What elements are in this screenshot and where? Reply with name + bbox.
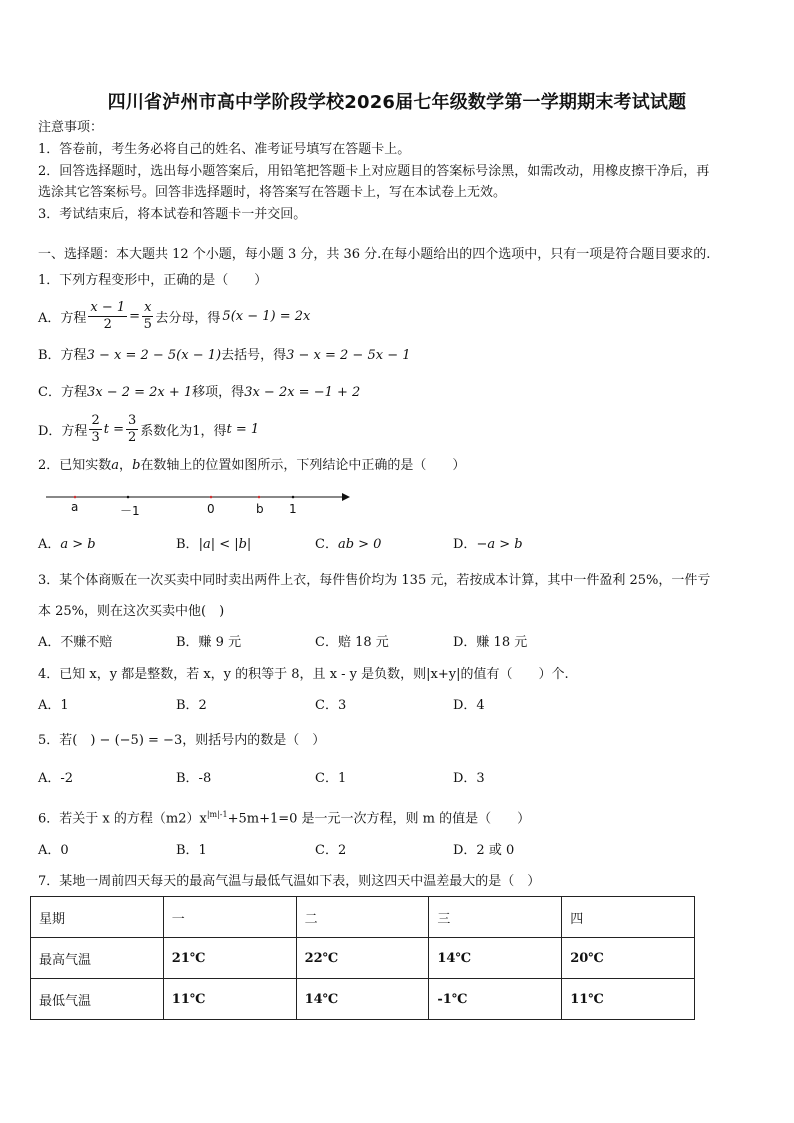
q1-d-t: t = xyxy=(103,421,124,437)
q1-a-eq: = xyxy=(129,308,141,324)
q2-d-expr: −a > b xyxy=(476,537,523,552)
q5-stem-start: 5．若 xyxy=(38,733,73,748)
q2-option-d xyxy=(453,536,523,554)
q6-option-a: A．0 xyxy=(38,843,69,858)
q5-stem-end: ，则括号内的数是（ ） xyxy=(182,733,326,748)
q2-option-b xyxy=(176,536,251,554)
q1-b-label: B．方程 xyxy=(38,348,87,363)
q4-option-c: C．3 xyxy=(315,698,347,713)
q2-c-label: C． xyxy=(315,537,338,552)
q3-option-a: A．不赚不赔 xyxy=(38,635,113,650)
q2-sep: ， xyxy=(119,458,133,473)
q1-a-fraction-1 xyxy=(88,300,127,333)
axis-label-b: b xyxy=(256,502,264,516)
point-a xyxy=(74,496,77,499)
number-line-arrow xyxy=(342,493,350,501)
q2-stem xyxy=(38,457,465,475)
notice-item-3: 3．考试结束后，将本试卷和答题卡一并交回。 xyxy=(38,207,307,222)
q2-var-a: a xyxy=(111,458,120,473)
q2-a-expr: a > b xyxy=(60,537,96,552)
q1-a-num1: x − 1 xyxy=(90,299,126,315)
q1-option-b xyxy=(38,347,411,365)
q1-c-label: C．方程 xyxy=(38,385,87,400)
table-cell: -1℃ xyxy=(429,979,562,1020)
point-b xyxy=(258,496,261,499)
q3-stem-line1: 3．某个体商贩在一次买卖中同时卖出两件上衣，每件售价均为 135 元，若按成本计算，其中一件盈利 25%，一件亏 xyxy=(38,573,711,588)
number-line xyxy=(44,488,354,518)
q1-d-fraction-2 xyxy=(126,413,138,446)
q1-c-result: 3x − 2x = −1 + 2 xyxy=(244,385,361,400)
notice-heading: 注意事项： xyxy=(38,120,104,135)
q1-a-fraction-2 xyxy=(142,300,153,333)
temperature-table xyxy=(30,896,695,1020)
table-cell: 20℃ xyxy=(562,938,695,979)
table-header-cell: 三 xyxy=(429,897,562,938)
q1-b-result: 3 − x = 2 − 5x − 1 xyxy=(286,348,411,363)
q2-a-label: A． xyxy=(38,537,61,552)
notice-item-1: 1．答卷前，考生务必将自己的姓名、准考证号填写在答题卡上。 xyxy=(38,142,411,157)
table-header-cell: 一 xyxy=(163,897,296,938)
table-cell: 11℃ xyxy=(562,979,695,1020)
table-row xyxy=(31,979,695,1020)
q1-d-den1: 3 xyxy=(91,429,100,445)
section-heading: 一、选择题：本大题共 12 个小题，每小题 3 分，共 36 分.在每小题给出的四个选项中，只有一项是符合题目要求的. xyxy=(38,247,711,262)
q2-b-label: B． xyxy=(176,537,199,552)
q3-option-d: D．赚 18 元 xyxy=(453,635,528,650)
q2-b-expr: |a| < |b| xyxy=(198,537,252,552)
q3-option-c: C．赔 18 元 xyxy=(315,635,389,650)
q4-option-b: B．2 xyxy=(176,698,207,713)
point-minus-one xyxy=(127,496,130,499)
q1-d-fraction-1 xyxy=(89,413,101,446)
q2-option-c xyxy=(315,536,381,554)
q6-option-c: C．2 xyxy=(315,843,347,858)
q2-d-label: D． xyxy=(453,537,477,552)
q1-b-eq: 3 − x = 2 − 5(x − 1) xyxy=(86,348,222,363)
q5-option-c: C．1 xyxy=(315,771,347,786)
table-cell: 21℃ xyxy=(163,938,296,979)
q5-stem xyxy=(38,732,325,750)
table-cell: 11℃ xyxy=(163,979,296,1020)
q1-a-num2: x xyxy=(144,299,152,315)
row-label: 最低气温 xyxy=(31,979,164,1020)
q1-b-mid: 去括号，得 xyxy=(221,348,287,363)
row-label: 最高气温 xyxy=(31,938,164,979)
page-title: 四川省泸州市高中学阶段学校2026届七年级数学第一学期期末考试试题 xyxy=(107,92,687,113)
point-one xyxy=(292,496,295,499)
q4-option-d: D．4 xyxy=(453,698,485,713)
q1-a-mid: 去分母，得 xyxy=(155,310,221,326)
q1-d-num1: 2 xyxy=(91,412,100,428)
q6-stem-start: 6．若关于 x 的方程（m2）x xyxy=(38,811,207,827)
q6-stem-end: +5m+1=0 是一元一次方程，则 m 的值是（ ） xyxy=(227,811,531,827)
axis-label-minus-one: －1 xyxy=(120,504,140,518)
q5-option-b: B．-8 xyxy=(176,771,212,786)
q1-d-label: D．方程 xyxy=(38,423,88,439)
axis-label-a: a xyxy=(71,500,79,514)
q1-d-num2: 3 xyxy=(127,412,137,428)
table-cell: 14℃ xyxy=(296,979,429,1020)
q6-exponent: |m|-1 xyxy=(206,810,228,819)
notice-item-2a: 2．回答选择题时，选出每小题答案后，用铅笔把答题卡上对应题目的答案标号涂黑，如需改动，用橡皮擦干净后，再 xyxy=(38,164,710,179)
q1-a-den1: 2 xyxy=(103,316,112,332)
q1-option-d xyxy=(38,410,259,448)
q3-stem-line2: 本 25%，则在这次买卖中他( ) xyxy=(38,604,225,619)
table-row xyxy=(31,938,695,979)
q5-option-d: D．3 xyxy=(453,771,485,786)
q6-option-b: B．1 xyxy=(176,843,207,858)
q5-expr: ( ) − (−5) = −3 xyxy=(72,733,183,748)
q1-a-result: 5(x − 1) = 2x xyxy=(222,308,311,324)
q5-option-a: A．-2 xyxy=(38,771,74,786)
point-zero xyxy=(210,496,213,499)
q2-c-expr: ab > 0 xyxy=(337,537,382,552)
table-header-cell: 星期 xyxy=(31,897,164,938)
q3-option-b: B．赚 9 元 xyxy=(176,635,242,650)
q1-d-result: t = 1 xyxy=(226,421,260,437)
table-header-cell: 四 xyxy=(562,897,695,938)
q1-option-a xyxy=(38,297,310,335)
axis-label-one: 1 xyxy=(289,502,297,516)
q6-stem xyxy=(38,806,530,828)
q1-c-mid: 移项，得 xyxy=(192,385,245,400)
q4-option-a: A．1 xyxy=(38,698,69,713)
q1-c-eq: 3x − 2 = 2x + 1 xyxy=(86,385,193,400)
q1-a-label: A．方程 xyxy=(38,310,87,326)
q1-stem: 1．下列方程变形中，正确的是（ ） xyxy=(38,273,268,288)
q7-stem: 7．某地一周前四天每天的最高气温与最低气温如下表，则这四天中温差最大的是（ ） xyxy=(38,874,541,889)
table-cell: 14℃ xyxy=(429,938,562,979)
q1-d-mid: 系数化为1，得 xyxy=(140,423,227,439)
q2-stem-end: 在数轴上的位置如图所示，下列结论中正确的是（ ） xyxy=(140,458,466,473)
q2-var-b: b xyxy=(132,458,141,473)
q4-stem: 4．已知 x，y 都是整数，若 x，y 的积等于 8，且 x - y 是负数，则|x+y|的值有（ ）个. xyxy=(38,667,569,682)
q2-stem-start: 2．已知实数 xyxy=(38,458,112,473)
table-header-row xyxy=(31,897,695,938)
q1-a-den2: 5 xyxy=(143,316,152,332)
notice-item-2b: 选涂其它答案标号。回答非选择题时，将答案写在答题卡上，写在本试卷上无效。 xyxy=(38,185,507,200)
axis-label-zero: 0 xyxy=(207,502,215,516)
table-cell: 22℃ xyxy=(296,938,429,979)
q2-option-a xyxy=(38,536,96,554)
q1-d-den2: 2 xyxy=(127,429,137,445)
table-header-cell: 二 xyxy=(296,897,429,938)
q6-option-d: D．2 或 0 xyxy=(453,843,515,858)
q1-option-c xyxy=(38,384,360,402)
